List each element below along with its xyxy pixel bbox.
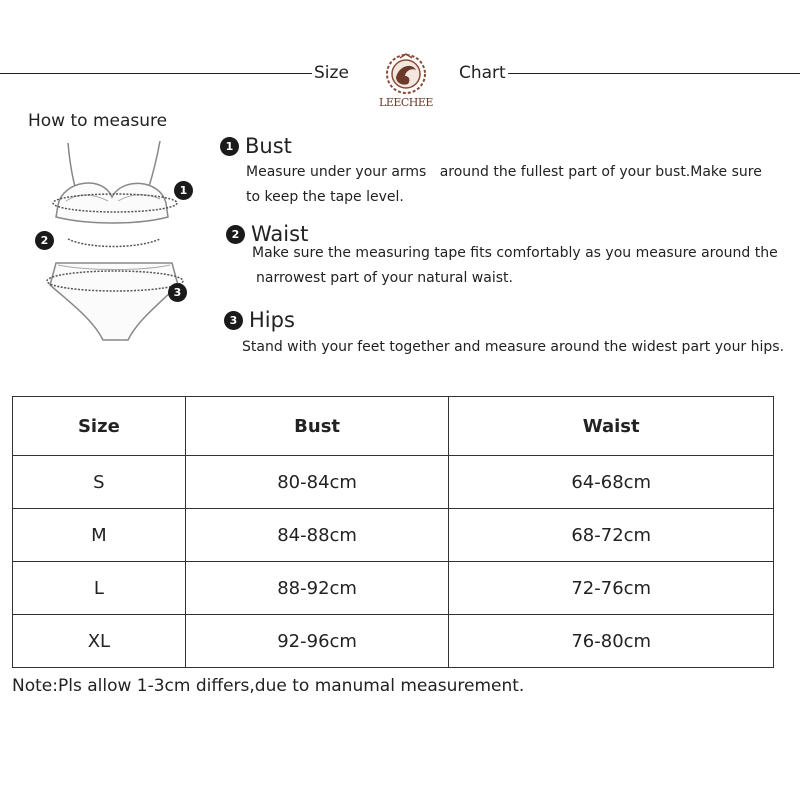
how-to-measure-title: How to measure: [28, 111, 168, 131]
cell-bust: 84-88cm: [185, 509, 449, 562]
table-row: [13, 615, 774, 668]
header-line-left: [0, 73, 312, 74]
section-number-2: 2: [226, 225, 245, 244]
section-bust-text: [246, 160, 762, 210]
cell-waist: 72-76cm: [449, 562, 774, 615]
header-waist: Waist: [449, 397, 774, 456]
section-waist-text: [252, 241, 778, 291]
section-hips-line: Stand with your feet together and measure around the widest part your hips.: [242, 339, 785, 355]
section-bust-line: Measure under your arms around the fullest part of your bust.Make sure: [246, 164, 762, 180]
cell-size: S: [13, 456, 186, 509]
section-hips-heading: [224, 308, 295, 332]
section-hips-text: [242, 335, 784, 360]
figure-marker-2: 2: [35, 231, 54, 250]
section-waist-line: Make sure the measuring tape fits comfortably as you measure around the: [252, 245, 778, 261]
figure-marker-3: 3: [168, 283, 187, 302]
figure-marker-1: 1: [174, 181, 193, 200]
section-hips-title: Hips: [249, 308, 295, 332]
cell-waist: 68-72cm: [449, 509, 774, 562]
section-bust-line: to keep the tape level.: [246, 189, 404, 205]
title-size: Size: [314, 63, 349, 83]
bikini-measure-figure: [28, 135, 203, 347]
table-row: [13, 562, 774, 615]
table-header-row: [13, 397, 774, 456]
cell-waist: 64-68cm: [449, 456, 774, 509]
table-row: [13, 509, 774, 562]
cell-waist: 76-80cm: [449, 615, 774, 668]
logo-text: LEECHEE: [379, 96, 433, 109]
section-bust-title: Bust: [245, 134, 292, 158]
measurement-note: Note:Pls allow 1-3cm differs,due to manumal measurement.: [12, 676, 525, 696]
size-table: [12, 396, 774, 668]
section-waist-line: narrowest part of your natural waist.: [256, 270, 513, 286]
header-size: Size: [13, 397, 186, 456]
cell-size: L: [13, 562, 186, 615]
cell-bust: 88-92cm: [185, 562, 449, 615]
cell-bust: 80-84cm: [185, 456, 449, 509]
section-waist-title: Waist: [251, 222, 309, 246]
table-row: [13, 456, 774, 509]
cell-size: M: [13, 509, 186, 562]
title-chart: Chart: [459, 63, 506, 83]
section-number-3: 3: [224, 311, 243, 330]
header-line-right: [508, 73, 800, 74]
header-bust: Bust: [185, 397, 449, 456]
section-bust-heading: [220, 134, 292, 158]
cell-bust: 92-96cm: [185, 615, 449, 668]
section-number-1: 1: [220, 137, 239, 156]
cell-size: XL: [13, 615, 186, 668]
